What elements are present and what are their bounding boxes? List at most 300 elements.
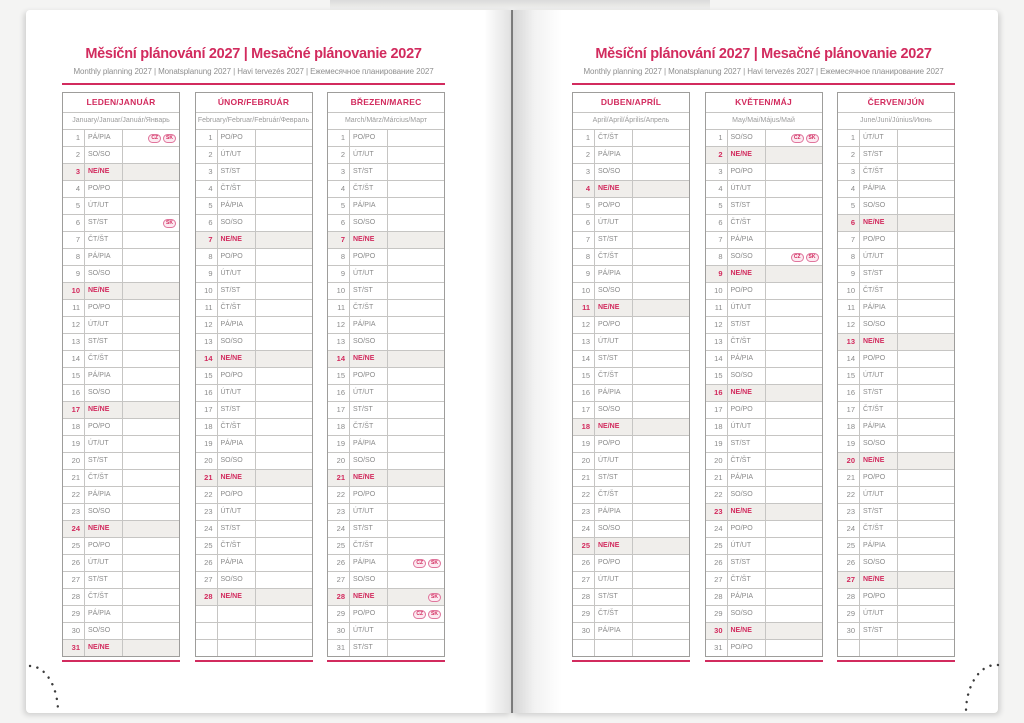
notes-cell: [765, 419, 822, 435]
day-row: [838, 520, 954, 537]
day-number: 1: [585, 133, 590, 142]
day-row: [328, 163, 444, 180]
day-number: 5: [585, 201, 590, 210]
notes-cell: [387, 521, 444, 537]
day-abbrev: ČT/ŠT: [727, 334, 765, 350]
day-number: 21: [204, 473, 213, 482]
notes-cell: [765, 147, 822, 163]
day-row: [196, 367, 312, 384]
title-rule: [62, 83, 445, 85]
day-number: 26: [71, 558, 80, 567]
day-abbrev: NE/NE: [859, 215, 897, 231]
holiday-badge-sk: SK: [428, 610, 441, 619]
day-number: 29: [714, 609, 723, 618]
day-abbrev: PÁ/PIA: [217, 555, 255, 571]
day-row: [328, 418, 444, 435]
day-row: [63, 180, 179, 197]
notes-cell: [122, 436, 179, 452]
day-row: [328, 146, 444, 163]
day-number: 17: [714, 405, 723, 414]
notes-cell: [632, 504, 689, 520]
day-row: [196, 435, 312, 452]
notes-cell: [897, 283, 954, 299]
day-abbrev: PÁ/PIA: [727, 470, 765, 486]
day-number: 15: [204, 371, 213, 380]
day-number: 7: [850, 235, 855, 244]
day-row: [328, 197, 444, 214]
day-abbrev: ST/ST: [84, 215, 122, 231]
day-row: [63, 333, 179, 350]
day-row: [328, 588, 444, 605]
day-abbrev: SO/SO: [727, 368, 765, 384]
day-number: 30: [714, 626, 723, 635]
day-row: [196, 197, 312, 214]
notes-cell: [632, 351, 689, 367]
notes-cell: [122, 419, 179, 435]
day-row: [63, 282, 179, 299]
notes-cell: [765, 606, 822, 622]
day-row: [63, 639, 179, 656]
notes-cell: [387, 487, 444, 503]
day-number: 27: [581, 575, 590, 584]
day-row: [838, 129, 954, 146]
day-number: 2: [850, 150, 855, 159]
notes-cell: [122, 249, 179, 265]
notes-cell: [255, 215, 312, 231]
day-row: [328, 537, 444, 554]
day-abbrev: NE/NE: [349, 351, 387, 367]
notes-cell: [632, 334, 689, 350]
day-number: 3: [718, 167, 723, 176]
day-number: 18: [581, 422, 590, 431]
day-number: 26: [581, 558, 590, 567]
page-subtitle: Monthly planning 2027 | Monatsplanung 2027 | Havi tervezés 2027 | Ежемесячное планирование 2027: [73, 67, 434, 76]
day-number: 14: [204, 354, 213, 363]
notes-cell: [765, 266, 822, 282]
day-number: 24: [336, 524, 345, 533]
notes-cell: [255, 470, 312, 486]
day-row: [838, 452, 954, 469]
notes-cell: [632, 198, 689, 214]
day-number: 14: [846, 354, 855, 363]
day-row: [838, 333, 954, 350]
day-row: [573, 299, 689, 316]
day-abbrev: NE/NE: [859, 334, 897, 350]
notes-cell: [897, 232, 954, 248]
day-row: [328, 503, 444, 520]
month-name: LEDEN/JANUÁR: [86, 97, 156, 107]
day-number: 16: [204, 388, 213, 397]
day-row: [328, 180, 444, 197]
day-row: [328, 282, 444, 299]
notes-cell: [897, 623, 954, 639]
day-abbrev: SO/SO: [594, 402, 632, 418]
day-abbrev: SO/SO: [217, 572, 255, 588]
holiday-badge-sk: SK: [428, 593, 441, 602]
day-number: 22: [846, 490, 855, 499]
day-abbrev: ST/ST: [349, 402, 387, 418]
day-abbrev: ST/ST: [594, 589, 632, 605]
day-number: 18: [204, 422, 213, 431]
notes-cell: [897, 436, 954, 452]
day-number: 8: [208, 252, 213, 261]
notes-cell: [387, 130, 444, 146]
month-table-duben-april: [572, 92, 690, 662]
months-row-right: [572, 92, 955, 662]
notes-cell: [765, 368, 822, 384]
day-number: 17: [204, 405, 213, 414]
holiday-badge-cz: CZ: [791, 253, 804, 262]
notes-cell: [255, 266, 312, 282]
notes-cell: [387, 385, 444, 401]
day-number: 28: [581, 592, 590, 601]
day-row: [63, 520, 179, 537]
day-number: 28: [336, 592, 345, 601]
notes-cell: [897, 198, 954, 214]
day-row: [838, 554, 954, 571]
day-number: 15: [71, 371, 80, 380]
day-abbrev: PÁ/PIA: [594, 147, 632, 163]
day-abbrev: NE/NE: [217, 470, 255, 486]
day-abbrev: SO/SO: [349, 572, 387, 588]
day-row: [838, 282, 954, 299]
page-left: [26, 10, 512, 713]
day-abbrev: SO/SO: [727, 249, 765, 265]
day-number: 28: [204, 592, 213, 601]
notes-cell: [765, 198, 822, 214]
day-row: [328, 333, 444, 350]
day-abbrev: ČT/ŠT: [349, 181, 387, 197]
notes-cell: [632, 589, 689, 605]
notes-cell: [255, 487, 312, 503]
notes-cell: [897, 266, 954, 282]
day-abbrev: ÚT/UT: [859, 606, 897, 622]
diary-spread: [26, 10, 998, 713]
notes-cell: [122, 572, 179, 588]
day-number: 4: [850, 184, 855, 193]
day-row: [328, 452, 444, 469]
holiday-badge-sk: SK: [163, 219, 176, 228]
day-row: [573, 180, 689, 197]
day-row: [573, 469, 689, 486]
day-abbrev: SO/SO: [84, 147, 122, 163]
notes-cell: [387, 589, 444, 605]
day-number: 22: [581, 490, 590, 499]
day-abbrev: PO/PO: [859, 589, 897, 605]
day-row: [838, 605, 954, 622]
notes-cell: [122, 351, 179, 367]
day-abbrev: PO/PO: [349, 249, 387, 265]
day-abbrev: PÁ/PIA: [594, 385, 632, 401]
day-number: 16: [581, 388, 590, 397]
day-abbrev: ČT/ŠT: [217, 181, 255, 197]
day-number: [196, 606, 217, 622]
day-number: 11: [204, 303, 213, 312]
day-row: [573, 214, 689, 231]
month-box: [62, 92, 180, 657]
day-row: [706, 469, 822, 486]
notes-cell: [387, 436, 444, 452]
notes-cell: [897, 300, 954, 316]
day-abbrev: SO/SO: [84, 266, 122, 282]
day-row: [573, 435, 689, 452]
notes-cell: [387, 334, 444, 350]
notes-cell: [765, 300, 822, 316]
notes-cell: [765, 351, 822, 367]
day-row: [706, 231, 822, 248]
notes-cell: [765, 623, 822, 639]
day-row: [63, 350, 179, 367]
day-row: [196, 452, 312, 469]
month-languages: June/Juni/Június/Июнь: [838, 112, 954, 129]
notes-cell: [897, 521, 954, 537]
day-number: 15: [714, 371, 723, 380]
day-abbrev: PO/PO: [84, 538, 122, 554]
notes-cell: [897, 538, 954, 554]
month-name: ČERVEN/JÚN: [867, 97, 925, 107]
notes-cell: [632, 232, 689, 248]
day-number: 24: [581, 524, 590, 533]
day-abbrev: ST/ST: [859, 623, 897, 639]
day-abbrev: SO/SO: [727, 606, 765, 622]
day-number: 12: [204, 320, 213, 329]
day-abbrev: ST/ST: [727, 436, 765, 452]
day-abbrev: ČT/ŠT: [859, 164, 897, 180]
page-right: [512, 10, 998, 713]
notes-cell: [632, 181, 689, 197]
day-row: [573, 282, 689, 299]
day-row: [838, 146, 954, 163]
day-row: [706, 265, 822, 282]
day-row: [573, 401, 689, 418]
day-abbrev: ÚT/UT: [727, 181, 765, 197]
day-number: 30: [336, 626, 345, 635]
day-row: [63, 588, 179, 605]
day-row: [838, 384, 954, 401]
notes-cell: [765, 130, 822, 146]
day-row: [63, 435, 179, 452]
day-number: 1: [75, 133, 80, 142]
day-abbrev: NE/NE: [594, 419, 632, 435]
day-number: 3: [850, 167, 855, 176]
holiday-badge-sk: SK: [806, 253, 819, 262]
day-number: 23: [714, 507, 723, 516]
day-abbrev: PÁ/PIA: [859, 538, 897, 554]
day-row: [573, 503, 689, 520]
day-row: [196, 265, 312, 282]
notes-cell: [632, 300, 689, 316]
day-row: [63, 299, 179, 316]
day-row: [196, 129, 312, 146]
notes-cell: [255, 555, 312, 571]
day-abbrev: ST/ST: [859, 147, 897, 163]
day-abbrev: PÁ/PIA: [84, 606, 122, 622]
day-number: 8: [718, 252, 723, 261]
day-number: 21: [336, 473, 345, 482]
notes-cell: [255, 368, 312, 384]
notes-cell: [632, 402, 689, 418]
day-number: 12: [336, 320, 345, 329]
notes-cell: [387, 266, 444, 282]
day-abbrev: NE/NE: [84, 521, 122, 537]
day-row: [63, 537, 179, 554]
day-row: [63, 486, 179, 503]
day-abbrev: PÁ/PIA: [727, 232, 765, 248]
day-abbrev: ÚT/UT: [859, 130, 897, 146]
day-abbrev: PO/PO: [349, 487, 387, 503]
day-number: 12: [714, 320, 723, 329]
notes-cell: [122, 181, 179, 197]
day-row: [196, 554, 312, 571]
day-row: [573, 333, 689, 350]
empty-row: [573, 639, 689, 656]
day-row: [328, 265, 444, 282]
notes-cell: [632, 385, 689, 401]
day-number: 29: [336, 609, 345, 618]
day-row: [63, 384, 179, 401]
day-number: 24: [714, 524, 723, 533]
notes-cell: [122, 215, 179, 231]
notes-cell: [897, 147, 954, 163]
day-row: [196, 146, 312, 163]
notes-cell: [632, 368, 689, 384]
notes-cell: [122, 470, 179, 486]
day-row: [328, 486, 444, 503]
day-number: 11: [714, 303, 723, 312]
day-abbrev: ÚT/UT: [727, 300, 765, 316]
day-row: [328, 435, 444, 452]
notes-cell: [255, 249, 312, 265]
day-number: 20: [336, 456, 345, 465]
day-row: [196, 469, 312, 486]
notes-cell: [387, 215, 444, 231]
notes-cell: [897, 317, 954, 333]
day-number: 20: [204, 456, 213, 465]
day-row: [838, 367, 954, 384]
notes-cell: [632, 538, 689, 554]
day-abbrev: ÚT/UT: [727, 538, 765, 554]
day-abbrev: NE/NE: [84, 164, 122, 180]
day-abbrev: ÚT/UT: [859, 368, 897, 384]
empty-row: [196, 605, 312, 622]
day-row: [706, 520, 822, 537]
empty-row: [838, 639, 954, 656]
day-abbrev: ČT/ŠT: [594, 606, 632, 622]
day-row: [573, 248, 689, 265]
day-abbrev: PÁ/PIA: [859, 419, 897, 435]
notes-cell: [632, 266, 689, 282]
day-row: [63, 265, 179, 282]
day-abbrev: ČT/ŠT: [594, 487, 632, 503]
day-abbrev: SO/SO: [727, 130, 765, 146]
day-abbrev: SO/SO: [859, 317, 897, 333]
day-number: 7: [208, 235, 213, 244]
day-number: 11: [582, 303, 590, 312]
day-abbrev: ÚT/UT: [349, 266, 387, 282]
day-abbrev: PO/PO: [594, 555, 632, 571]
day-abbrev: ST/ST: [217, 402, 255, 418]
notes-cell: [897, 572, 954, 588]
day-abbrev: ST/ST: [594, 351, 632, 367]
day-abbrev: PO/PO: [727, 640, 765, 656]
month-name: BŘEZEN/MAREC: [350, 97, 422, 107]
day-number: 22: [71, 490, 80, 499]
day-abbrev: ČT/ŠT: [84, 232, 122, 248]
notes-cell: [122, 130, 179, 146]
notes-cell: [255, 538, 312, 554]
day-abbrev: PO/PO: [594, 317, 632, 333]
day-row: [63, 554, 179, 571]
day-row: [838, 503, 954, 520]
day-abbrev: ČT/ŠT: [594, 130, 632, 146]
day-number: 6: [585, 218, 590, 227]
day-row: [706, 622, 822, 639]
notes-cell: [632, 215, 689, 231]
page-title: Měsíční plánování 2027 | Mesačné plánovanie 2027: [595, 46, 932, 62]
day-row: [196, 163, 312, 180]
notes-cell: [765, 453, 822, 469]
day-abbrev: ČT/ŠT: [349, 538, 387, 554]
day-row: [706, 452, 822, 469]
notes-cell: [897, 351, 954, 367]
day-number: 30: [846, 626, 855, 635]
notes-cell: [387, 470, 444, 486]
notes-cell: [255, 436, 312, 452]
day-row: [838, 435, 954, 452]
day-row: [573, 622, 689, 639]
day-row: [328, 469, 444, 486]
day-number: 19: [714, 439, 723, 448]
day-row: [573, 418, 689, 435]
notes-cell: [632, 147, 689, 163]
day-number: 7: [585, 235, 590, 244]
day-row: [706, 282, 822, 299]
month-languages: May/Mai/Május/Май: [706, 112, 822, 129]
month-name: DUBEN/APRÍL: [600, 97, 662, 107]
notes-cell: [897, 385, 954, 401]
day-row: [63, 605, 179, 622]
day-number: 24: [71, 524, 80, 533]
day-abbrev: PO/PO: [727, 521, 765, 537]
day-number: 14: [714, 354, 723, 363]
day-number: 4: [75, 184, 80, 193]
day-number: 21: [71, 473, 80, 482]
day-number: 25: [71, 541, 80, 550]
notes-cell: [122, 198, 179, 214]
day-abbrev: ČT/ŠT: [859, 521, 897, 537]
day-abbrev: ST/ST: [859, 504, 897, 520]
day-number: 29: [846, 609, 855, 618]
notes-cell: [897, 419, 954, 435]
notes-cell: [122, 640, 179, 656]
day-abbrev: NE/NE: [594, 300, 632, 316]
day-row: [706, 367, 822, 384]
day-row: [706, 639, 822, 656]
notes-cell: [255, 385, 312, 401]
notes-cell: [387, 283, 444, 299]
month-name: ÚNOR/FEBRUÁR: [217, 97, 290, 107]
day-abbrev: ÚT/UT: [217, 147, 255, 163]
day-number: 9: [340, 269, 345, 278]
day-number: 23: [71, 507, 80, 516]
notes-cell: [765, 504, 822, 520]
day-row: [328, 350, 444, 367]
day-number: 13: [204, 337, 213, 346]
day-row: [706, 333, 822, 350]
notes-cell: [122, 589, 179, 605]
day-abbrev: ÚT/UT: [594, 334, 632, 350]
notes-cell: [387, 198, 444, 214]
